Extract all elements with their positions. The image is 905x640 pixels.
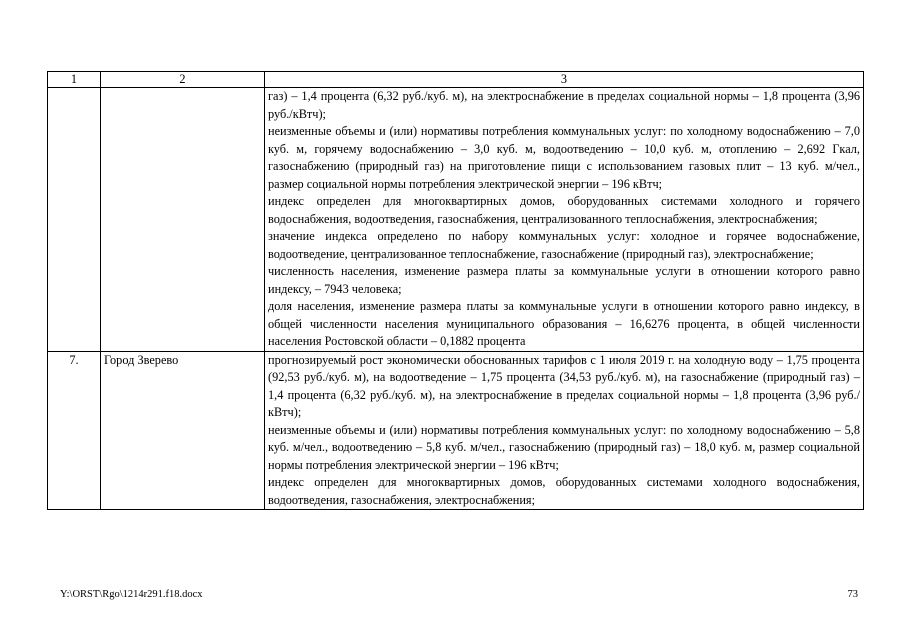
footer-file-path: Y:\ORST\Rgo\1214r291.f18.docx <box>60 589 203 600</box>
paragraph: индекс определен для многоквартирных домов, оборудованных системами холодного водоснабжения, водоотведения, газоснабжения, электроснабжения; <box>268 475 860 507</box>
row-number-cell: 7. <box>48 351 101 510</box>
municipality-name-cell: Город Зверево <box>101 351 265 510</box>
header-cell-1: 1 <box>48 72 101 88</box>
paragraph: неизменные объемы и (или) нормативы потребления коммунальных услуг: по холодному водоснабжению – 7,0 куб. м, горячему водоснабжению – 3,0 куб. м, водоотведению – 10,0 куб. м, отоплению – 2,692 Гкал, газоснабжению (природный газ) на приготовление пищи с использованием газовых плит – 13 куб. м/чел., размер социальной нормы потребления электрической энергии – 196 кВтч; <box>268 124 860 191</box>
page-number: 73 <box>847 589 858 600</box>
description-cell <box>265 88 864 352</box>
row-number-cell <box>48 88 101 352</box>
table-header-row <box>48 72 864 88</box>
paragraph: численность населения, изменение размера платы за коммунальные услуги в отношении которого равно индексу, – 7943 человека; <box>268 264 860 296</box>
table-row <box>48 351 864 510</box>
paragraph: доля населения, изменение размера платы за коммунальные услуги в отношении которого равно индексу, в общей численности населения муниципального образования – 16,6276 процента, в общей численности населения Ростовской области – 0,1882 процента <box>268 299 860 348</box>
municipality-name-cell <box>101 88 265 352</box>
description-cell <box>265 351 864 510</box>
paragraph: прогнозируемый рост экономически обоснованных тарифов с 1 июля 2019 г. на холодную воду – 1,75 процента (92,53 руб./куб. м), на водоотведение – 1,75 процента (34,53 руб./куб. м), на газоснабжение (природный газ) – 1,4 процента (6,32 руб./куб. м), на электроснабжение в пределах социальной нормы – 1,8 процента (3,96 руб./кВтч); <box>268 352 860 419</box>
paragraph: неизменные объемы и (или) нормативы потребления коммунальных услуг: по холодному водоснабжению – 5,8 куб. м/чел., водоотведению – 5,8 куб. м/чел., газоснабжению (природный газ) – 18,0 куб. м, размер социальной нормы потребления электрической энергии – 196 кВтч; <box>268 422 860 472</box>
paragraph: значение индекса определено по набору коммунальных услуг: холодное и горячее водоснабжение, водоотведение, централизованное теплоснабжение, газоснабжение (природный газ), электроснабжение; <box>268 229 860 261</box>
header-cell-2: 2 <box>101 72 265 88</box>
header-cell-3: 3 <box>265 72 864 88</box>
table-row <box>48 88 864 352</box>
document-table <box>47 71 864 510</box>
paragraph: индекс определен для многоквартирных домов, оборудованных системами холодного и горячего водоснабжения, водоотведения, газоснабжения, централизованного теплоснабжения, электроснабжения; <box>268 194 860 226</box>
paragraph: газ) – 1,4 процента (6,32 руб./куб. м), на электроснабжение в пределах социальной нормы – 1,8 процента (3,96 руб./кВтч); <box>268 89 860 121</box>
